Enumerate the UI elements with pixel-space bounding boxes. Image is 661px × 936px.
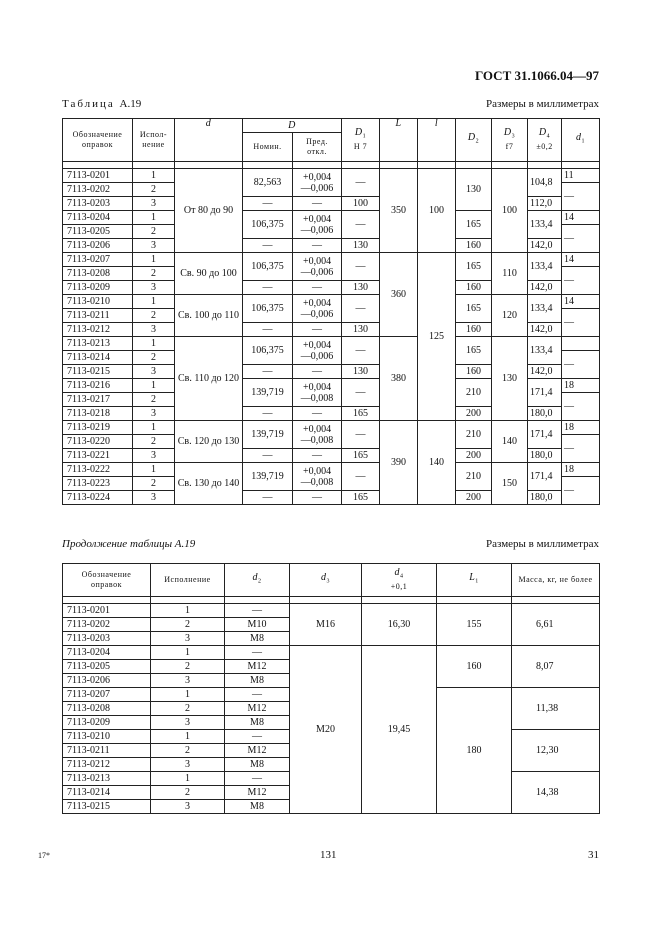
cell-dn: 106,375 [243,337,293,365]
cell-dn: — [243,323,293,337]
cell-d4: 133,4 [528,337,562,365]
cell-d4: 171,4 [528,379,562,407]
version-cell: 3 [133,323,175,337]
designation-cell: 7113-0201 [63,169,133,183]
table-row [63,253,600,267]
cell-m: 12,30 [512,730,600,772]
d2-cell: M10 [225,618,290,632]
version-cell: 2 [133,225,175,239]
cell-d2: 210 [456,379,492,407]
designation-cell: 7113-0213 [63,772,151,786]
cell-d4: 171,4 [528,421,562,449]
cell-l: 350 [380,169,418,253]
designation-cell: 7113-0219 [63,421,133,435]
designation-cell: 7113-0202 [63,618,151,632]
cell-dd: — [293,365,342,379]
cell-dd: — [293,197,342,211]
version-cell: 2 [151,618,225,632]
cell-d2: 160 [456,239,492,253]
continuation-caption: Продолжение таблицы А.19 [62,538,196,550]
col2-L1: $L_1$ [437,564,512,597]
designation-cell: 7113-0204 [63,211,133,225]
table-row [63,646,600,660]
cell-d2: 160 [456,323,492,337]
version-cell: 3 [151,758,225,772]
spacer-cell [243,162,293,169]
spacer-cell [151,597,225,604]
cell-d4: 112,0 [528,197,562,211]
version-cell: 1 [151,646,225,660]
cell-d1: — [562,267,600,295]
spacer-cell [133,162,175,169]
designation-cell: 7113-0203 [63,197,133,211]
cell-dn: 139,719 [243,463,293,491]
col2-designation: Обозначение оправок [63,564,151,597]
version-cell: 3 [151,674,225,688]
cell-d4: 133,4 [528,295,562,323]
deviation-upper: +0,004 [302,339,332,351]
table-caption-label: Таблица [62,98,115,110]
d2-cell: M8 [225,674,290,688]
col2-mass: Масса, кг, не более [512,564,600,597]
cell-d1: — [562,351,600,379]
footer-local-page: 31 [588,849,599,861]
spacer-cell [456,162,492,169]
version-cell: 1 [151,730,225,744]
spacer-cell [63,597,151,604]
designation-cell: 7113-0214 [63,786,151,800]
table-units: Размеры в миллиметрах [486,98,599,110]
cell-dd: — [293,323,342,337]
footer-page-number: 131 [320,849,337,861]
cell-d1: — [342,421,380,449]
cell-d2: 165 [456,253,492,281]
cell-dd: — [293,281,342,295]
version-cell: 2 [133,309,175,323]
cell-dd [293,421,342,449]
spacer-cell [293,162,342,169]
cell-l1: 155 [437,604,512,646]
deviation-upper: +0,004 [302,423,332,435]
spacer-cell [512,597,600,604]
cell-d3: 130 [492,337,528,421]
table-row [63,337,600,351]
standard-number: ГОСТ 31.1066.04—97 [474,68,599,83]
version-cell: 3 [133,239,175,253]
d2-cell: M8 [225,758,290,772]
version-cell: 2 [133,183,175,197]
cell-dn: 106,375 [243,295,293,323]
spacer-cell [562,162,600,169]
col-d: d [175,119,243,162]
cell-d2: 200 [456,449,492,463]
cell-d4: 180,0 [528,449,562,463]
cell-d4: 142,0 [528,239,562,253]
spacer-cell [342,162,380,169]
designation-cell: 7113-0206 [63,674,151,688]
cell-d1: — [562,435,600,463]
cell-d3: M16 [290,604,362,646]
d2-cell: — [225,772,290,786]
deviation-lower: —0,006 [300,350,334,362]
cell-dn: — [243,407,293,421]
cell-m: 14,38 [512,772,600,814]
cell-d1: — [342,295,380,323]
cell-d4: 180,0 [528,491,562,505]
cell-d1: 130 [342,239,380,253]
cell-d2: 200 [456,407,492,421]
cell-d4: 104,8 [528,169,562,197]
cell-d1: 11 [562,169,600,183]
cell-d2: 210 [456,463,492,491]
table-row [63,169,600,183]
version-cell: 1 [151,604,225,618]
cell-d2: 160 [456,281,492,295]
cell-d: Св. 110 до 120 [175,337,243,421]
version-cell: 1 [133,337,175,351]
col-D3: $D_3$ f7 [492,119,528,162]
col-d1: $d_1$ [562,119,600,162]
cell-d1: — [342,253,380,281]
designation-cell: 7113-0223 [63,477,133,491]
version-cell: 1 [133,253,175,267]
designation-cell: 7113-0204 [63,646,151,660]
designation-cell: 7113-0211 [63,309,133,323]
cell-d1: 130 [342,281,380,295]
col-D-nominal: Номин. [243,133,293,162]
deviation-upper: +0,004 [302,255,332,267]
d2-cell: — [225,646,290,660]
table-caption [62,98,141,110]
cell-d1: 18 [562,421,600,435]
designation-cell: 7113-0205 [63,660,151,674]
deviation-lower: —0,006 [300,224,334,236]
version-cell: 1 [151,688,225,702]
cell-m: 6,61 [512,604,600,646]
d2-cell: M12 [225,702,290,716]
spacer-cell [528,162,562,169]
cell-d4: 142,0 [528,281,562,295]
designation-cell: 7113-0210 [63,730,151,744]
cell-d1: 165 [342,407,380,421]
cell-dn: 82,563 [243,169,293,197]
version-cell: 3 [151,632,225,646]
spacer-cell [290,597,362,604]
designation-cell: 7113-0209 [63,716,151,730]
cell-d1: 165 [342,491,380,505]
cell-d2: 130 [456,169,492,211]
cell-d1: — [562,477,600,505]
col2-d2: $d_2$ [225,564,290,597]
cell-dn: — [243,197,293,211]
deviation-upper: +0,004 [302,465,332,477]
cell-d4: 171,4 [528,463,562,491]
version-cell: 2 [133,393,175,407]
table-row [63,463,600,477]
cell-dd [293,295,342,323]
table-row [63,604,600,618]
d2-cell: M12 [225,744,290,758]
cell-d1: — [562,393,600,421]
version-cell: 2 [151,744,225,758]
cell-dn: — [243,491,293,505]
continuation-table [62,563,600,814]
designation-cell: 7113-0214 [63,351,133,365]
version-cell: 3 [133,281,175,295]
spacer-cell [437,597,512,604]
designation-cell: 7113-0203 [63,632,151,646]
cell-l: 100 [418,169,456,253]
cell-d1: — [342,379,380,407]
col-D1: $D_1$ H 7 [342,119,380,162]
cell-dd [293,169,342,197]
cell-d1: 18 [562,463,600,477]
version-cell: 3 [133,407,175,421]
designation-cell: 7113-0206 [63,239,133,253]
cell-d2: 200 [456,491,492,505]
cell-d1: 14 [562,253,600,267]
d2-cell: M8 [225,632,290,646]
cell-d1: — [342,463,380,491]
cell-m: 11,38 [512,688,600,730]
cell-d3: 110 [492,253,528,295]
version-cell: 2 [133,267,175,281]
cell-l: 140 [418,421,456,505]
cell-d1 [562,337,600,351]
cell-l: 390 [380,421,418,505]
cell-d4: 142,0 [528,323,562,337]
cell-d: От 80 до 90 [175,169,243,253]
col-L: L [380,119,418,162]
col-D: D [243,119,342,133]
table-caption-number: А.19 [119,98,142,110]
designation-cell: 7113-0208 [63,702,151,716]
d2-cell: — [225,604,290,618]
cell-dn: 106,375 [243,211,293,239]
col2-d3: $d_3$ [290,564,362,597]
footer-sheet-mark: 17* [38,851,50,860]
cell-d: Св. 130 до 140 [175,463,243,505]
cell-d1: — [342,211,380,239]
cell-d: Св. 120 до 130 [175,421,243,463]
cell-l: 380 [380,337,418,421]
version-cell: 3 [151,800,225,814]
main-table [62,118,600,505]
cell-dd: — [293,449,342,463]
version-cell: 3 [133,197,175,211]
d2-cell: M12 [225,786,290,800]
cell-d1: 130 [342,365,380,379]
cell-l1: 180 [437,688,512,814]
cell-d3: 120 [492,295,528,337]
designation-cell: 7113-0212 [63,758,151,772]
cell-dd [293,253,342,281]
version-cell: 3 [133,449,175,463]
version-cell: 1 [133,379,175,393]
table-row [63,295,600,309]
cell-d: Св. 90 до 100 [175,253,243,295]
version-cell: 1 [133,421,175,435]
version-cell: 2 [133,351,175,365]
col2-d4: $d_4$ +0,1 [362,564,437,597]
cell-dd [293,379,342,407]
version-cell: 2 [151,660,225,674]
cell-d3: 140 [492,421,528,463]
designation-cell: 7113-0205 [63,225,133,239]
cell-d4: 16,30 [362,604,437,646]
designation-cell: 7113-0212 [63,323,133,337]
cell-dn: 139,719 [243,379,293,407]
cell-d1: 165 [342,449,380,463]
cell-dn: — [243,239,293,253]
designation-cell: 7113-0209 [63,281,133,295]
version-cell: 2 [151,786,225,800]
designation-cell: 7113-0201 [63,604,151,618]
cell-d1: 18 [562,379,600,393]
col-version: Испол- нение [133,119,175,162]
deviation-lower: —0,006 [300,308,334,320]
designation-cell: 7113-0221 [63,449,133,463]
cell-l1: 160 [437,646,512,688]
designation-cell: 7113-0218 [63,407,133,421]
col-D2: $D_2$ [456,119,492,162]
designation-cell: 7113-0211 [63,744,151,758]
version-cell: 3 [133,365,175,379]
spacer-cell [63,162,133,169]
cell-m: 8,07 [512,646,600,688]
cell-dd: — [293,239,342,253]
cell-l: 125 [418,253,456,421]
cell-l: 360 [380,253,418,337]
cell-d1: — [342,169,380,197]
deviation-lower: —0,006 [300,182,334,194]
spacer-cell [418,162,456,169]
deviation-lower: —0,008 [300,434,334,446]
version-cell: 3 [151,716,225,730]
cell-dd: — [293,407,342,421]
spacer-cell [225,597,290,604]
designation-cell: 7113-0213 [63,337,133,351]
version-cell: 1 [133,169,175,183]
deviation-upper: +0,004 [302,213,332,225]
version-cell: 1 [133,211,175,225]
cell-d2: 160 [456,365,492,379]
designation-cell: 7113-0222 [63,463,133,477]
cell-d4: 180,0 [528,407,562,421]
spacer-cell [175,162,243,169]
d2-cell: M8 [225,716,290,730]
cell-d: Св. 100 до 110 [175,295,243,337]
d2-cell: M12 [225,660,290,674]
col-l: l [418,119,456,162]
cell-d2: 210 [456,421,492,449]
spacer-cell [492,162,528,169]
designation-cell: 7113-0220 [63,435,133,449]
cell-dn: — [243,449,293,463]
continuation-units: Размеры в миллиметрах [486,538,599,550]
deviation-lower: —0,008 [300,476,334,488]
cell-d4: 142,0 [528,365,562,379]
cell-d3: M20 [290,646,362,814]
d2-cell: M8 [225,800,290,814]
version-cell: 2 [133,477,175,491]
cell-d1: 14 [562,211,600,225]
version-cell: 3 [133,491,175,505]
deviation-upper: +0,004 [302,171,332,183]
designation-cell: 7113-0207 [63,688,151,702]
cell-dd [293,337,342,365]
spacer-cell [380,162,418,169]
cell-dd: — [293,491,342,505]
cell-d2: 165 [456,337,492,365]
cell-dn: — [243,281,293,295]
designation-cell: 7113-0217 [63,393,133,407]
spacer-cell [362,597,437,604]
cell-d4: 19,45 [362,646,437,814]
designation-cell: 7113-0208 [63,267,133,281]
version-cell: 1 [133,295,175,309]
col-D-deviation: Пред. откл. [293,133,342,162]
version-cell: 2 [151,702,225,716]
cell-dd [293,211,342,239]
cell-d3: 150 [492,463,528,505]
cell-d1: — [342,337,380,365]
cell-d1: — [562,225,600,253]
cell-d1: 130 [342,323,380,337]
d2-cell: — [225,688,290,702]
designation-cell: 7113-0207 [63,253,133,267]
table-row [63,421,600,435]
col-D4: $D_4$ ±0,2 [528,119,562,162]
deviation-upper: +0,004 [302,381,332,393]
cell-dn: 106,375 [243,253,293,281]
cell-d4: 133,4 [528,211,562,239]
cell-dn: — [243,365,293,379]
designation-cell: 7113-0224 [63,491,133,505]
designation-cell: 7113-0215 [63,800,151,814]
version-cell: 2 [133,435,175,449]
deviation-upper: +0,004 [302,297,332,309]
cell-dn: 139,719 [243,421,293,449]
deviation-lower: —0,008 [300,392,334,404]
version-cell: 1 [151,772,225,786]
cell-d1: — [562,183,600,211]
cell-d1: 100 [342,197,380,211]
cell-d3: 100 [492,169,528,253]
cell-dd [293,463,342,491]
cell-d1: 14 [562,295,600,309]
d2-cell: — [225,730,290,744]
designation-cell: 7113-0215 [63,365,133,379]
cell-d4: 133,4 [528,253,562,281]
version-cell: 1 [133,463,175,477]
deviation-lower: —0,006 [300,266,334,278]
cell-d1: — [562,309,600,337]
col-designation: Обозначение оправок [63,119,133,162]
col2-version: Исполнение [151,564,225,597]
designation-cell: 7113-0210 [63,295,133,309]
cell-d2: 165 [456,295,492,323]
designation-cell: 7113-0216 [63,379,133,393]
designation-cell: 7113-0202 [63,183,133,197]
cell-d2: 165 [456,211,492,239]
